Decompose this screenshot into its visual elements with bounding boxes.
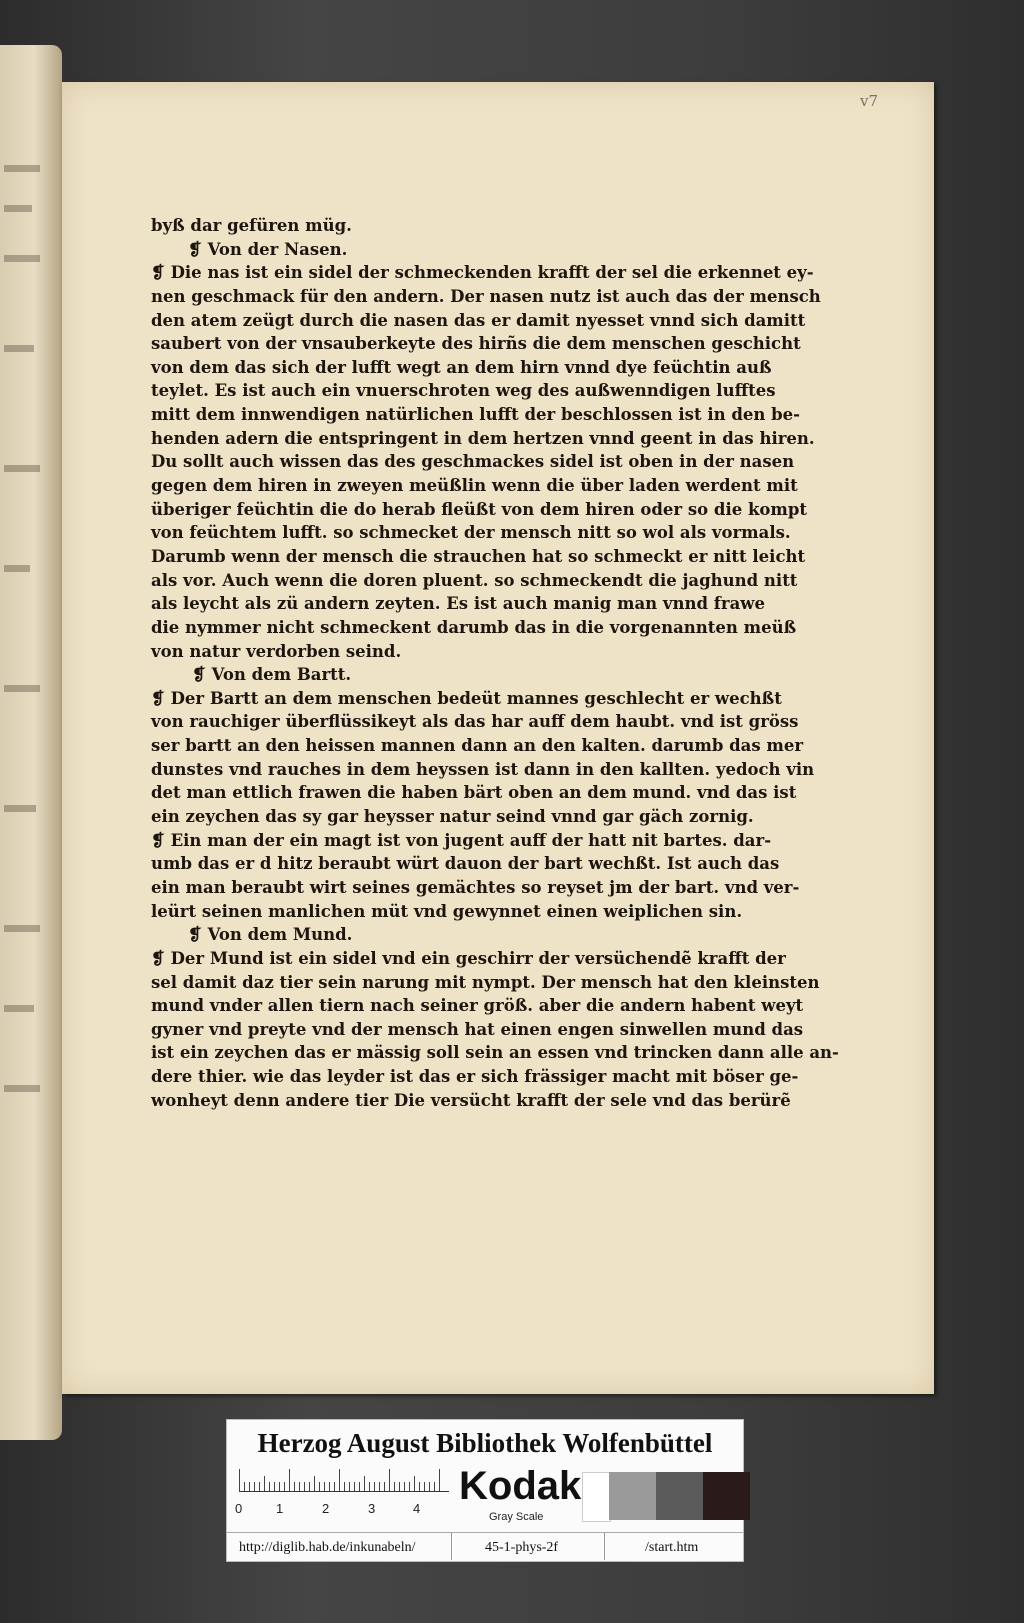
text-line: ❡ Der Mund ist ein sidel vnd ein geschirr der versüchendẽ krafft der [151,948,786,968]
text-line: nen geschmack für den andern. Der nasen nutz ist auch das der mensch [151,286,821,306]
text-line: umb das er d hitz beraubt würt dauon der bart wechßt. Ist auch das [151,854,780,874]
page-text [151,214,839,1112]
color-calibration-chart [226,1419,744,1562]
text-line: überiger feüchtin die do herab fleüßt von dem hiren oder so die kompt [151,499,808,519]
text-line: von natur verdorben seind. [151,641,402,661]
ruler-tick [294,1482,295,1491]
ruler-tick [394,1482,395,1491]
ruler-number: 4 [413,1501,421,1516]
ruler-tick [274,1482,275,1491]
ruler-tick [369,1482,370,1491]
ruler-tick [424,1482,425,1491]
ruler-tick [334,1482,335,1491]
text-line: von rauchiger überflüssikeyt als das har auff dem haubt. vnd ist gröss [151,712,799,732]
ruler-number: 0 [235,1501,243,1516]
text-line: gegen dem hiren in zweyen meüßlin wenn die über laden werdent mit [151,476,798,496]
ruler-scale [239,1469,449,1492]
text-line: leürt seinen manlichen müt vnd gewynnet einen weiplichen sin. [151,901,743,921]
section-heading: ❡ Von dem Bartt. [192,665,352,685]
ruler-tick [354,1482,355,1491]
ruler-tick [329,1482,330,1491]
footer-shelfmark: 45-1-phys-2f [485,1540,559,1555]
ruler-tick [249,1482,250,1491]
ruler-tick [349,1482,350,1491]
ruler-tick [379,1482,380,1491]
text-line: ein zeychen das sy gar heysser natur seind vnnd gar gäch zornig. [151,807,754,827]
ruler-tick [409,1482,410,1491]
text-line: von feüchtem lufft. so schmecket der mensch nitt so wol als vormals. [151,523,791,543]
text-line: ein man beraubt wirt seines gemächtes so reyset jm der bart. vnd ver- [151,877,800,897]
ruler-tick [324,1482,325,1491]
gray-scale-label: Gray Scale [489,1511,544,1523]
kodak-logo: Kodak [459,1464,582,1508]
ruler-tick [244,1482,245,1491]
ruler-tick [389,1469,390,1491]
ruler-tick [264,1476,265,1491]
text-line: ist ein zeychen das er mässig soll sein an essen vnd trincken dann alle an- [151,1043,839,1063]
ruler-tick [289,1469,290,1491]
text-line: als vor. Auch wenn die doren pluent. so schmeckendt die jaghund nitt [151,570,798,590]
ruler-tick [304,1482,305,1491]
ruler-number: 3 [368,1501,376,1516]
ruler-tick [404,1482,405,1491]
ruler-tick [414,1476,415,1491]
text-line: die nymmer nicht schmeckent darumb das in die vorgenannten meüß [151,617,797,637]
text-line: henden adern die entspringent in dem hertzen vnnd geent in das hiren. [151,428,815,448]
text-line: mitt dem innwendigen natürlichen lufft der beschlossen ist in den be- [151,405,801,425]
text-line: ❡ Ein man der ein magt ist von jugent auff der hatt nit bartes. dar- [151,830,772,850]
ruler-tick [419,1482,420,1491]
ruler-tick [344,1482,345,1491]
footer-start-link: /start.htm [645,1540,699,1555]
ruler-tick [314,1476,315,1491]
ruler-tick [319,1482,320,1491]
ruler-tick [359,1482,360,1491]
ruler-tick [364,1476,365,1491]
text-line: dere thier. wie das leyder ist das er sich frässiger macht mit böser ge- [151,1067,799,1087]
ruler-tick [269,1482,270,1491]
ruler-tick [309,1482,310,1491]
ruler-tick [434,1482,435,1491]
ruler-tick [339,1469,340,1491]
previous-page-edge [0,45,62,1440]
text-line: ❡ Der Bartt an dem menschen bedeüt mannes geschlecht er wechßt [151,688,782,708]
text-line: gyner vnd preyte vnd der mensch hat einen engen sinwellen mund das [151,1019,804,1039]
ruler-tick [254,1482,255,1491]
text-line: von dem das sich der lufft wegt an dem hirn vnnd dye feüchtin auß [151,357,772,377]
text-line: als leycht als zü andern zeyten. Es ist auch manig man vnnd frawe [151,594,765,614]
section-heading: ❡ Von der Nasen. [188,239,348,259]
ruler-number: 2 [322,1501,330,1516]
text-line: byß dar gefüren müg. [151,216,352,235]
ruler-tick [284,1482,285,1491]
folio-mark: v7 [860,92,879,110]
ruler-tick [299,1482,300,1491]
footer-url: http://diglib.hab.de/inkunabeln/ [239,1540,416,1555]
ruler-tick [259,1482,260,1491]
ruler-tick [239,1469,240,1491]
gray-swatch-white [582,1472,611,1522]
ruler-tick [374,1482,375,1491]
text-line: Du sollt auch wissen das des geschmackes sidel ist oben in der nasen [151,452,795,472]
text-line: teylet. Es ist auch ein vnuerschroten weg des außwenndigen lufftes [151,381,776,401]
text-line: mund vnder allen tiern nach seiner größ. aber die andern habent weyt [151,996,804,1016]
ruler-tick [279,1482,280,1491]
text-line: ser bartt an den heissen mannen dann an den kalten. darumb das mer [151,736,804,756]
section-heading: ❡ Von dem Mund. [188,925,353,945]
text-line: Darumb wenn der mensch die strauchen hat so schmeckt er nitt leicht [151,546,806,566]
text-line: wonheyt denn andere tier Die versücht krafft der sele vnd das berürẽ [151,1090,791,1110]
gray-swatch-dark [656,1472,703,1520]
text-line: dunstes vnd rauches in dem heyssen ist dann in den kallten. yedoch vin [151,759,815,779]
text-line: ❡ Die nas ist ein sidel der schmeckenden krafft der sel die erkennet ey- [151,263,814,283]
gray-swatch-light [609,1472,656,1520]
text-line: sel damit daz tier sein narung mit nympt. Der mensch hat den kleinsten [151,972,820,992]
ruler-tick [439,1469,440,1491]
ruler-number: 1 [276,1501,284,1516]
ruler-tick [384,1482,385,1491]
ruler-tick [399,1482,400,1491]
gray-swatch-black [703,1472,750,1520]
ruler-tick [429,1482,430,1491]
text-line: den atem zeügt durch die nasen das er damit nyesset vnnd sich damitt [151,310,806,330]
text-line: saubert von der vnsauberkeyte des hirñs die dem menschen geschicht [151,334,801,354]
institution-name: Herzog August Bibliothek Wolfenbüttel [257,1428,713,1458]
text-line: det man ettlich frawen die haben bärt oben an dem mund. vnd das ist [151,783,797,803]
